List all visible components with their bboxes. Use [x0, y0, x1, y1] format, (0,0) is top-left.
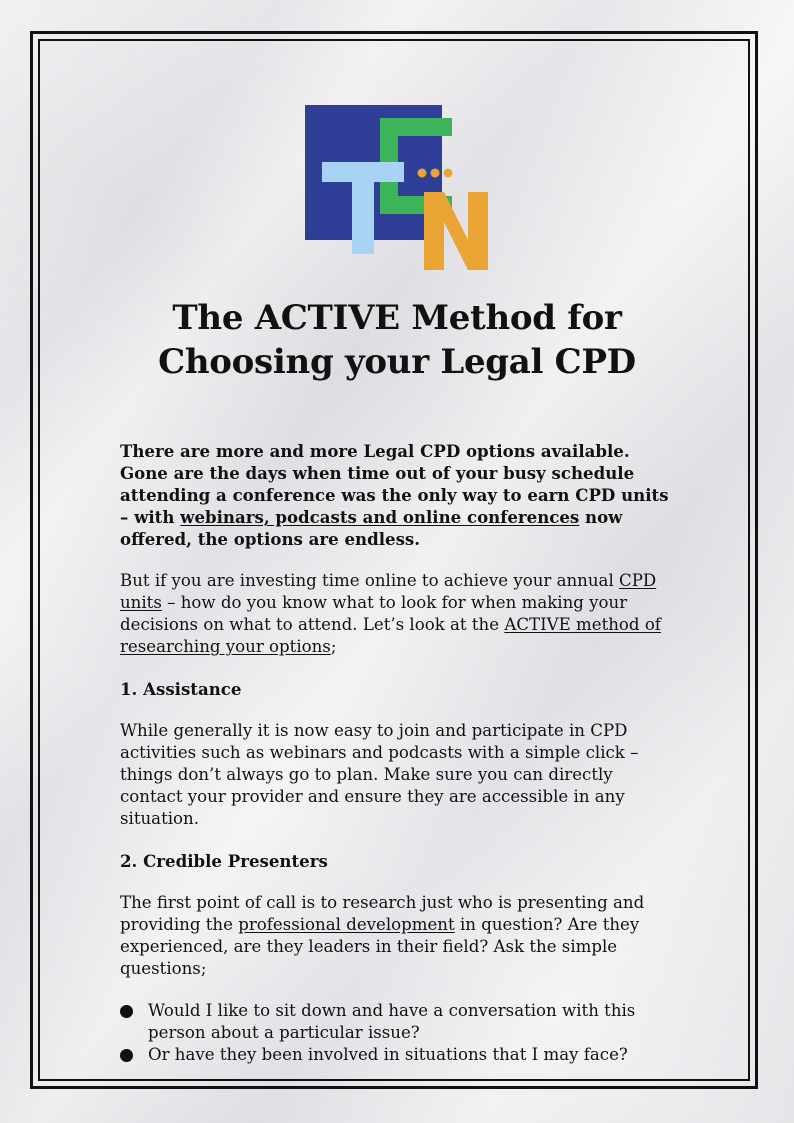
- professional-development-link[interactable]: professional development: [238, 915, 455, 934]
- title-line-1: The ACTIVE Method for: [172, 298, 622, 338]
- cpd-units-link[interactable]: CPD units: [120, 571, 657, 612]
- investing-paragraph: But if you are investing time online to achieve your annual CPD units – how do you know what to look for when making your decisions on what to attend. Let’s look at the ACTIVE method of researching your options;: [120, 571, 661, 656]
- section-heading-assistance: 1. Assistance: [120, 679, 242, 699]
- logo-n: [424, 192, 488, 270]
- logo-dot-3: [444, 169, 453, 178]
- assistance-paragraph: While generally it is now easy to join and participate in CPD activities such as webinars and podcasts with a simple click – things don’t always go to plan. Make sure you can directly contact your provider and ensure they are accessible in any situation.: [120, 721, 639, 828]
- logo-dot-2: [431, 169, 440, 178]
- list-item: Or have they been involved in situations that I may face?: [120, 1044, 680, 1066]
- list-item: Would I like to sit down and have a conversation with this person about a particular issue?: [120, 1000, 680, 1044]
- logo-t-stem: [352, 162, 374, 254]
- questions-list: [120, 1000, 680, 1066]
- bullet-icon: [120, 1005, 133, 1018]
- page-title: [60, 296, 734, 384]
- intro-paragraph: There are more and more Legal CPD options available. Gone are the days when time out of your busy schedule attending a conference was the only way to earn CPD units – with webinars, podcasts and online conferences now offered, the options are endless.: [120, 441, 669, 549]
- webinars-link[interactable]: webinars, podcasts and online conferences: [180, 507, 580, 527]
- bullet-icon: [120, 1049, 133, 1062]
- tcn-logo: [304, 104, 492, 274]
- presenters-paragraph: The first point of call is to research just who is presenting and providing the professional development in question? Are they experienced, are they leaders in their field? Ask the simple questions;: [120, 893, 645, 978]
- logo-dot-1: [418, 169, 427, 178]
- article-body: [120, 440, 680, 1066]
- active-method-link[interactable]: ACTIVE method of researching your options: [120, 615, 661, 656]
- section-heading-credible-presenters: 2. Credible Presenters: [120, 851, 328, 871]
- title-line-2: Choosing your Legal CPD: [158, 342, 636, 382]
